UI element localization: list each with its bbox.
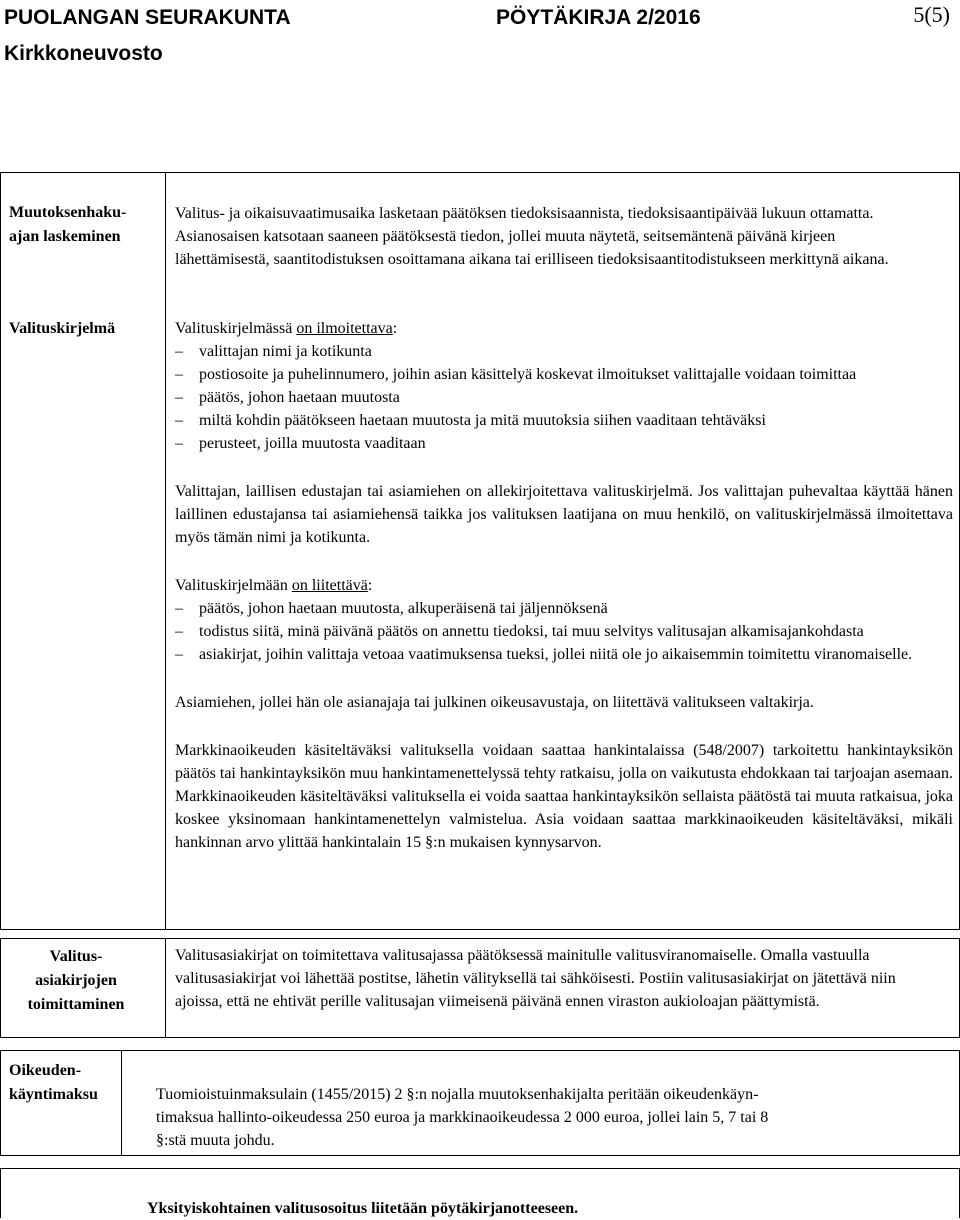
court-fee-box (0, 1050, 960, 1156)
court-fee-line: Tuomioistuinmaksulain (1455/2015) 2 §:n nojalla muutoksenhakijalta peritään oikeudenkäyn- (156, 1086, 759, 1103)
must-attach-intro-post: : (367, 577, 373, 594)
oikeudenkaynti-label-line: Oikeuden- (9, 1062, 82, 1079)
muutoksenhaku-label-text: Muutoksenhaku-ajan laskeminen (9, 204, 127, 245)
list-item: – todistus siitä, minä päivänä päätös on annettu tiedoksi, tai muu selvitys valitusajan alkamisajankohdasta (175, 620, 953, 643)
list-item: – asiakirjat, joihin valittaja vetoaa vaatimuksensa tueksi, jollei niitä ole jo aikaisemmin toimitettu viranomaiselle. (175, 643, 953, 666)
must-state-intro-post: : (392, 320, 398, 337)
must-attach-intro-pre: Valituskirjelmään (175, 577, 292, 594)
list-item: – postiosoite ja puhelinnumero, joihin asian käsittelyä koskevat ilmoitukset valittajalle voidaan toimittaa (175, 363, 953, 386)
list-item: – miltä kohdin päätökseen haetaan muutosta ja mitä muutoksia siihen vaaditaan tehtäväksi (175, 409, 953, 432)
must-attach-intro (175, 574, 953, 597)
market-court-paragraph: Markkinaoikeuden käsiteltäväksi valituksella voidaan saattaa hankintalaissa (548/2007) tarkoitettu hankintayksikön päätös tai hankintayksikön muu hankintamenettelyssä tehty ratkaisu, jolla on vaikutusta ehdokkaan tai tarjoajan asemaan. Markkinaoikeuden käsiteltäväksi valituksella ei voida saattaa hankintayksikön sellaista päätöstä tai muuta ratkaisua, joka koskee yksinomaan hankintamenettelyn valmistelua. Asia voidaan saattaa markkinaoikeuden käsiteltäväksi, mikäli hankinnan arvo ylittää hankintalain 15 §:n mukaisen kynnysarvon. (175, 742, 953, 851)
must-state-intro-underlined: on ilmoitettava (296, 320, 393, 337)
valituskirjelma-content (175, 317, 953, 854)
column-divider (121, 1051, 122, 1155)
muutoksenhaku-label (9, 201, 149, 249)
list-item: – perusteet, joilla muutosta vaaditaan (175, 432, 953, 455)
meeting-body: Kirkkoneuvosto (4, 42, 163, 65)
column-divider (165, 939, 166, 1037)
toimittaminen-label-line: toimittaminen (27, 996, 125, 1013)
toimittaminen-text: Valitusasiakirjat on toimitettava valitusajassa päätöksessä mainitulle valitusviranomaiselle. Omalla vastuulla valitusasiakirjat voi lähettää postitse, lähetin välityksellä tai sähköisesti. Postiin valitusasiakirjat on jätettävä niin ajoissa, että ne ehtivät perille valitusajan viimeisenä päivänä ennen viraston aukioloajan päättymistä. (175, 947, 896, 1010)
must-state-intro-pre: Valituskirjelmässä (175, 320, 297, 337)
toimittaminen-label-line: asiakirjojen (35, 972, 117, 989)
oikeudenkaynti-label-line: käyntimaksu (9, 1086, 98, 1103)
must-state-intro (175, 317, 953, 340)
court-fee-line: timaksua hallinto-oikeudessa 250 euroa ja markkinaoikeudessa 2 000 euroa, jollei lain 5, 7 tai 8 (156, 1109, 769, 1126)
toimittaminen-label (1, 945, 151, 1017)
footer-box (0, 1168, 960, 1218)
power-of-attorney-paragraph: Asiamiehen, jollei hän ole asianajaja tai julkinen oikeusavustaja, on liitettävä valitukseen valtakirja. (175, 694, 814, 711)
page-number: 5(5) (913, 2, 950, 27)
appeal-instructions-box (0, 172, 960, 930)
signature-paragraph: Valittajan, laillisen edustajan tai asiamiehen on allekirjoitettava valituskirjelmä. Jos valittajan puhevaltaa käyttää hänen laillinen edustajansa tai asiamiehensä taikka jos valituksen laatijana on muu henkilö, on valituskirjelmässä ilmoitettava myös tämän nimi ja kotikunta. (175, 483, 953, 546)
court-fee-line: §:stä muuta johdu. (156, 1132, 275, 1149)
list-item: – valittajan nimi ja kotikunta (175, 340, 953, 363)
document-title: PÖYTÄKIRJA 2/2016 (496, 6, 701, 29)
footer-text: Yksityiskohtainen valitusosoitus liitetään pöytäkirjanotteeseen. (147, 1200, 579, 1217)
must-attach-list (175, 597, 953, 666)
oikeudenkaynti-text (156, 1083, 946, 1152)
valituskirjelma-label: Valituskirjelmä (9, 320, 116, 337)
list-item: – päätös, johon haetaan muutosta, alkuperäisenä tai jäljennöksenä (175, 597, 953, 620)
list-item: – päätös, johon haetaan muutosta (175, 386, 953, 409)
org-name: PUOLANGAN SEURAKUNTA (4, 6, 291, 29)
column-divider (165, 173, 166, 929)
documents-delivery-box (0, 938, 960, 1038)
must-state-list (175, 340, 953, 455)
oikeudenkaynti-label (9, 1059, 98, 1107)
toimittaminen-label-line: Valitus- (49, 948, 103, 965)
muutoksenhaku-text: Valitus- ja oikaisuvaatimusaika lasketaan päätöksen tiedoksisaannista, tiedoksisaantipäivää lukuun ottamatta. Asianosaisen katsotaan saaneen päätöksestä tiedon, jollei muuta näytetä, seitsemäntenä päivänä kirjeen lähettämisestä, saantitodistuksen osoittamana aikana tai erilliseen tiedoksisaantitodistukseen merkittynä aikana. (175, 205, 889, 268)
must-attach-intro-underlined: on liitettävä (291, 577, 368, 594)
